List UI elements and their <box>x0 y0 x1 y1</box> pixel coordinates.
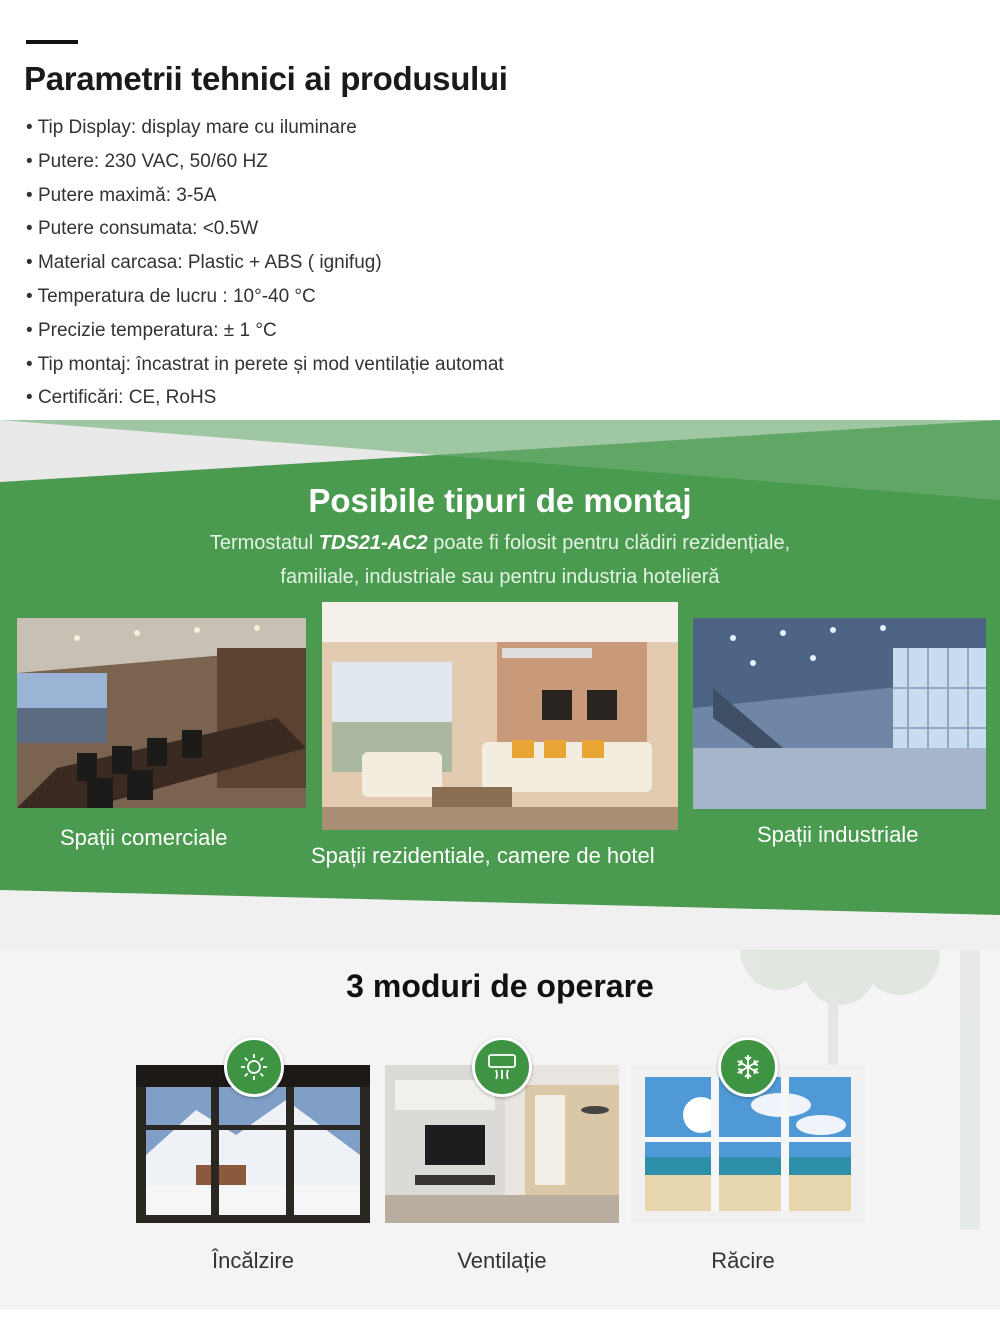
mode-label-cooling: Răcire <box>711 1248 775 1273</box>
spec-item: • Temperatura de lucru : 10°-40 °C <box>26 283 504 317</box>
commercial-space-photo <box>17 618 306 808</box>
mounting-section <box>0 420 1000 950</box>
section-divider <box>26 40 78 44</box>
residential-space-photo <box>322 602 678 830</box>
spec-item: • Material carcasa: Plastic + ABS ( ignifug) <box>26 249 504 283</box>
spec-item: • Precizie temperatura: ± 1 °C <box>26 317 504 351</box>
mode-label-heating: Încălzire <box>212 1248 294 1273</box>
caption-industrial: Spații industriale <box>757 822 919 847</box>
specs-title: Parametrii tehnici ai produsului <box>24 60 508 97</box>
subtitle-rest: poate fi folosit pentru clădiri rezidențiale, <box>433 532 791 554</box>
spec-item: • Tip montaj: încastrat in perete și mod ventilație automat <box>26 351 504 385</box>
modes-title: 3 moduri de operare <box>346 968 654 1004</box>
subtitle-prefix: Termostatul <box>209 532 314 554</box>
industrial-space-photo <box>693 618 986 809</box>
sun-icon <box>224 1037 284 1097</box>
mounting-subtitle <box>150 526 850 594</box>
spec-item: • Putere maximă: 3-5A <box>26 182 504 216</box>
spec-item: • Tip Display: display mare cu iluminare <box>26 114 504 148</box>
modes-section <box>0 950 1000 1310</box>
subtitle-line-2: familiale, industriale sau pentru industria hotelieră <box>280 566 720 588</box>
specs-list <box>26 114 504 418</box>
mode-label-ventilation: Ventilație <box>457 1248 547 1273</box>
caption-residential: Spații rezidentiale, camere de hotel <box>311 843 655 868</box>
fan-vent-icon <box>472 1037 532 1097</box>
spec-item: • Putere consumata: <0.5W <box>26 215 504 249</box>
snowflake-icon <box>718 1037 778 1097</box>
spec-item: • Certificări: CE, RoHS <box>26 384 504 418</box>
caption-commercial: Spații comerciale <box>60 825 228 850</box>
spec-item: • Putere: 230 VAC, 50/60 HZ <box>26 148 504 182</box>
product-model: TDS21-AC2 <box>318 532 428 554</box>
mounting-title: Posibile tipuri de montaj <box>308 482 692 519</box>
